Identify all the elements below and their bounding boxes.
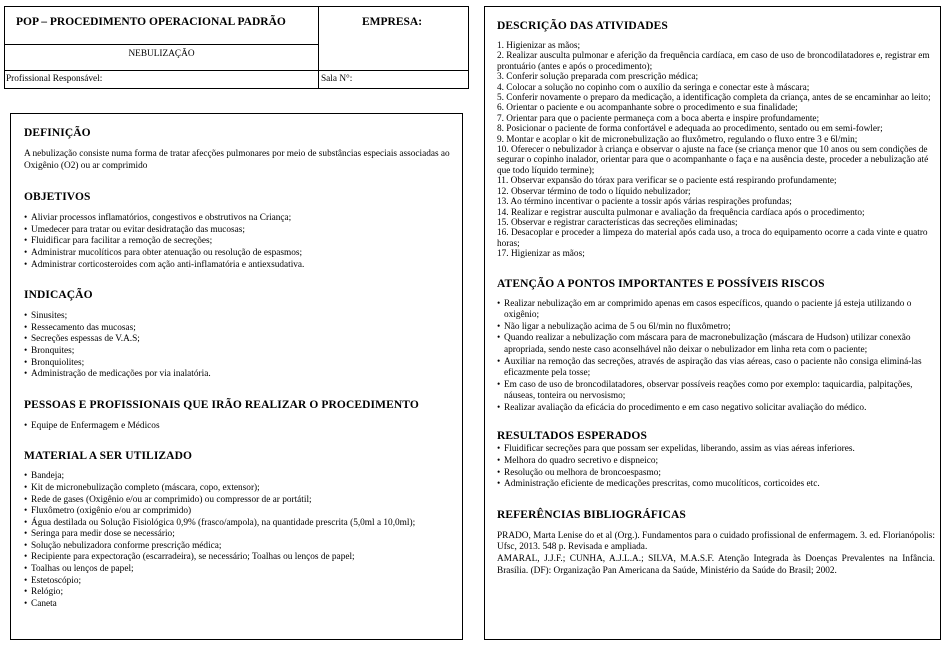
list-item: • Kit de micronebulização completo (máscara, copo, extensor); [24,483,454,495]
list-item: • Umedecer para tratar ou evitar desidratação das mucosas; [24,225,454,237]
list-item: • Recipiente para expectoração (escarradeira), se necessário; Toalhas ou lenços de papel; [24,552,454,564]
list-item: • Resolução ou melhora de broncoespasmo; [497,468,935,480]
descricao-list [497,41,935,260]
list-item: • Não ligar a nebulização acima de 5 ou 6l/min no fluxômetro; [497,322,935,334]
list-item: 14. Realizar e registrar ausculta pulmonar e avaliação da frequência cardíaca após o procedimento; [497,207,865,218]
list-item: 15. Observar e registrar características das secreções eliminadas; [497,217,738,228]
objetivos-title: OBJETIVOS [24,191,91,204]
definicao-text: A nebulização consiste numa forma de tratar afecções pulmonares por meio de substâncias especiais associadas ao Oxigênio (O2) ou ar comprimido [24,149,450,171]
list-item: • Fluidificar para facilitar a remoção de secreções; [24,236,454,248]
pop-title: POP – PROCEDIMENTO OPERACIONAL PADRÃO [16,16,286,28]
left-content [24,127,454,610]
list-item: • Em caso de uso de broncodilatadores, observar possíveis reações como por exemplo: taquicardia, palpitações, náuseas, tonteira ou nervosismo; [497,380,935,403]
list-item: 13. Ao término incentivar o paciente a tossir após várias respirações profundas; [497,197,792,208]
room-label: Sala N°: [321,74,353,84]
list-item: • Bandeja; [24,471,454,483]
list-item: • Aliviar processos inflamatórios, congestivos e obstrutivos na Criança; [24,213,454,225]
list-item: 11. Observar expansão do tórax para verificar se o paciente está respirando profundamente; [497,176,837,187]
header-vertical-divider [318,6,319,89]
list-item: 16. Desacoplar e proceder a limpeza do material após cada uso, a troca do equipamento ocorre a cada vinte e quatro horas; [497,228,928,249]
list-item: • Ressecamento das mucosas; [24,323,454,335]
list-item: 4. Colocar a solução no copinho com o auxílio da seringa e conectar este à máscara; [497,82,810,93]
header-row-divider-2 [4,70,469,71]
list-item: • Secreções espessas de V.A.S; [24,334,454,346]
list-item: 5. Conferir novamente o preparo da medicação, a identificação completa da criança, antes de se encaminhar ao leito; [497,93,931,104]
list-item: 12. Observar término de todo o líquido nebulizador; [497,186,691,197]
list-item: • Fluidificar secreções para que possam ser expelidas, liberando, assim as vias aéreas inferiores. [497,444,935,456]
list-item: • Equipe de Enfermagem e Médicos [24,421,454,433]
list-item: • Realizar avaliação da eficácia do procedimento e em caso negativo solicitar avaliação do médico. [497,403,935,415]
list-item: • Sinusites; [24,311,454,323]
atencao-list [497,299,935,415]
list-item: • Solução nebulizadora conforme prescrição médica; [24,541,454,553]
pessoas-title: PESSOAS E PROFISSIONAIS QUE IRÃO REALIZAR O PROCEDIMENTO [24,398,419,411]
list-item: • Administrar corticosteroides com ação anti-inflamatória e antiexsudativa. [24,260,454,272]
definicao-title: DEFINIÇÃO [24,127,91,139]
list-item: 9. Montar e acoplar o kit de micronebulização ao fluxômetro, regulando o fluxo entre 3 e 6l/min; [497,134,858,145]
list-item: • Administração eficiente de medicações prescritas, como mucolíticos, corticoides etc. [497,479,935,491]
list-item: • Estetoscópio; [24,576,454,588]
material-title: MATERIAL A SER UTILIZADO [24,450,193,463]
list-item: 17. Higienizar as mãos; [497,249,585,260]
header-row-divider-1 [4,44,319,45]
list-item: • Fluxômetro (oxigênio e/ou ar comprimido) [24,506,454,518]
list-item: • Rede de gases (Oxigênio e/ou ar comprimido) ou compressor de ar portátil; [24,495,454,507]
objetivos-list [24,213,454,271]
referencias-title: REFERÊNCIAS BIBLIOGRÁFICAS [497,508,686,521]
list-item: 8. Posicionar o paciente de forma confortável e adequada ao procedimento, sentado ou em semi-fowler; [497,124,883,135]
reference-item: PRADO, Marta Lenise do et al (Org.). Fundamentos para o cuidado profissional de enfermagem. 3. ed. Florianópolis: Ufsc, 2013. 548 p. Revisada e ampliada. [497,530,935,553]
professional-label: Profissional Responsável: [6,74,103,84]
material-list [24,471,454,610]
list-item: • Relógio; [24,587,454,599]
procedure-name: NEBULIZAÇÃO [128,49,195,59]
pessoas-list [24,421,454,433]
company-label: EMPRESA: [362,16,423,28]
atencao-title: ATENÇÃO A PONTOS IMPORTANTES E POSSÍVEIS RISCOS [497,277,825,290]
list-item: 1. Higienizar as mãos; [497,41,581,51]
list-item: • Bronquites; [24,346,454,358]
list-item: 7. Orientar para que o paciente permaneça com a boca aberta e inspire profundamente; [497,113,820,124]
right-content [497,20,935,577]
list-item: 6. Orientar o paciente e ou acompanhante sobre o procedimento e sua finalidade; [497,103,798,114]
list-item: • Administrar mucolíticos para obter atenuação ou resolução de espasmos; [24,248,454,260]
descricao-title: DESCRIÇÃO DAS ATIVIDADES [497,20,668,32]
resultados-list [497,444,935,490]
list-item: 2. Realizar ausculta pulmonar e aferição da frequência cardíaca, em caso de uso de broncodilatadores e, registrar em prontuário (antes e após o procedimento); [497,51,930,72]
list-item: • Caneta [24,599,454,611]
list-item: 3. Conferir solução preparada com prescrição médica; [497,72,699,83]
list-item: • Realizar nebulização em ar comprimido apenas em casos específicos, quando o paciente já esteja utilizando o oxigênio; [497,299,935,322]
list-item: • Água destilada ou Solução Fisiológica 0,9% (frasco/ampola), na quantidade prescrita (5,0ml a 10,0ml); [24,518,454,530]
indicacao-list [24,311,454,381]
referencias-list [497,531,935,577]
list-item: • Seringa para medir dose se necessário; [24,529,454,541]
indicacao-title: INDICAÇÃO [24,289,93,302]
list-item: • Auxiliar na remoção das secreções, através de aspiração das vias aéreas, caso o paciente não consiga eliminá-las eficazmente pela tosse; [497,357,935,380]
list-item: • Quando realizar a nebulização com máscara para de macronebulização (máscara de Hudson) utilizar conexão apropriada, sendo neste caso aconselhável não deixar o nebulizador em linha reta com o paciente; [497,333,935,356]
list-item: • Administração de medicações por via inalatória. [24,369,454,381]
list-item: • Toalhas ou lenços de papel; [24,564,454,576]
list-item: • Bronquiolites; [24,358,454,370]
list-item: • Melhora do quadro secretivo e dispneico; [497,456,935,468]
reference-item: AMARAL, J.J.F.; CUNHA, A.J.L.A.; SILVA, M.A.S.F. Atenção Integrada às Doenças Prevalentes na Infância. Brasília. (DF): Organização Pan Americana da Saúde, Ministério da Saúde do Brasil; 2002. [497,554,935,576]
resultados-title: RESULTADOS ESPERADOS [497,430,647,443]
list-item: 10. Oferecer o nebulizador à criança e observar o ajuste na face (se criança menor que 10 anos ou sem condições de segurar o copinho inalador, orientar para que o acompanhante o faça e na ausência deste, proceder a nebulização até que todo líquido termine); [497,145,929,176]
